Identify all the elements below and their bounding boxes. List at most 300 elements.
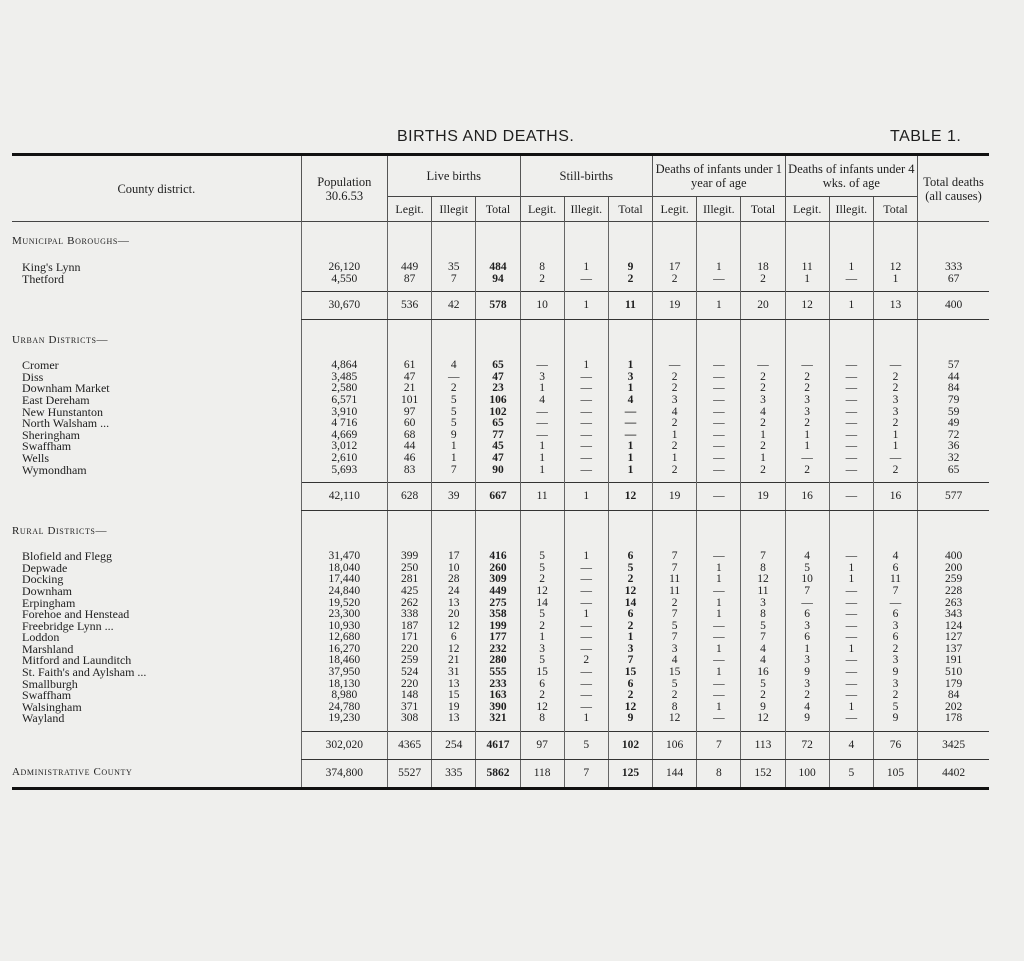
cell-value: — [829, 586, 873, 598]
cell-value: 1 [564, 292, 608, 320]
cell-value: 102 [608, 732, 652, 760]
cell-value: 524 [388, 667, 432, 679]
cell-value: — [697, 679, 741, 691]
table-row [12, 262, 989, 274]
cell-value: 15 [520, 667, 564, 679]
cell-value: 144 [653, 760, 697, 789]
still-legit-header: Legit. [520, 197, 564, 222]
cell-value: 163 [476, 690, 520, 702]
cell-value: 1 [829, 644, 873, 656]
cell-value: — [564, 407, 608, 419]
cell-value: 10 [785, 574, 829, 586]
cell-value: 260 [476, 563, 520, 575]
cell-value: 3 [785, 655, 829, 667]
cell-value: 536 [388, 292, 432, 320]
cell-value: 1 [697, 563, 741, 575]
cell-value: — [697, 621, 741, 633]
cell-value: — [564, 395, 608, 407]
cell-value: — [564, 465, 608, 477]
cell-value: — [697, 441, 741, 453]
cell-value: 1 [653, 430, 697, 442]
cell-value: 11 [653, 574, 697, 586]
cell-value: 59 [918, 407, 989, 419]
cell-value: 2 [608, 690, 652, 702]
live-illegit-header: Illegit [432, 197, 476, 222]
cell-value: 3 [741, 598, 785, 610]
cell-value: 11 [873, 574, 917, 586]
cell-value: — [829, 632, 873, 644]
cell-value: 3 [653, 395, 697, 407]
live-legit-header: Legit. [388, 197, 432, 222]
cell-value: 16 [785, 483, 829, 511]
cell-value: 4 [873, 551, 917, 563]
cell-value: 21 [388, 383, 432, 395]
cell-value: 11 [741, 586, 785, 598]
cell-value: — [564, 563, 608, 575]
cell-value: — [697, 430, 741, 442]
cell-value: — [432, 372, 476, 384]
cell-value: — [873, 360, 917, 372]
cell-value: 12 [608, 702, 652, 714]
cell-value: 118 [520, 760, 564, 789]
cell-value: 1 [785, 430, 829, 442]
district-name: Smallburgh [22, 676, 78, 691]
district-name [12, 732, 301, 760]
cell-value: — [564, 690, 608, 702]
cell-value: 113 [741, 732, 785, 760]
district-name: Downham [22, 583, 72, 598]
cell-value: 262 [388, 598, 432, 610]
cell-value: 12 [432, 644, 476, 656]
cell-value: 220 [388, 644, 432, 656]
cell-value: 5862 [476, 760, 520, 789]
table-row [12, 274, 989, 286]
cell-value: 11 [785, 262, 829, 274]
section-heading-row [12, 511, 989, 538]
cell-value: — [697, 372, 741, 384]
cell-value: 97 [388, 407, 432, 419]
cell-value: 9 [785, 713, 829, 725]
district-name: Erpingham [22, 595, 76, 610]
cell-value: 14 [608, 598, 652, 610]
cell-value: 17,440 [301, 574, 387, 586]
cell-value: 4 [653, 655, 697, 667]
cell-value: — [829, 713, 873, 725]
cell-value: 2 [741, 274, 785, 286]
cell-value: — [564, 632, 608, 644]
cell-value: 3 [520, 644, 564, 656]
cell-value: 21 [432, 655, 476, 667]
cell-value: 2 [653, 274, 697, 286]
cell-value: 4402 [918, 760, 989, 789]
cell-value: 102 [476, 407, 520, 419]
cell-value: 7 [653, 609, 697, 621]
cell-value: 3 [608, 372, 652, 384]
cell-value: 7 [564, 760, 608, 789]
table-row [12, 713, 989, 725]
cell-value: 2 [873, 465, 917, 477]
infant-deaths-1yr-header: Deaths of infants under 1 year of age [653, 155, 786, 197]
cell-value: 358 [476, 609, 520, 621]
cell-value: 1 [697, 609, 741, 621]
cell-value: 2 [785, 372, 829, 384]
cell-value: — [564, 441, 608, 453]
cell-value: 23,300 [301, 609, 387, 621]
cell-value: 6 [520, 679, 564, 691]
cell-value: — [564, 372, 608, 384]
cell-value: 79 [918, 395, 989, 407]
cell-value: 3 [741, 395, 785, 407]
cell-value: 5 [520, 609, 564, 621]
cell-value: 15 [432, 690, 476, 702]
cell-value: 3,910 [301, 407, 387, 419]
cell-value: 1 [608, 360, 652, 372]
cell-value: — [785, 360, 829, 372]
table-row [12, 551, 989, 563]
cell-value: 90 [476, 465, 520, 477]
cell-value: 7 [653, 563, 697, 575]
cell-value: 7 [608, 655, 652, 667]
cell-value: 19,230 [301, 713, 387, 725]
cell-value: 45 [476, 441, 520, 453]
cell-value: 374,800 [301, 760, 387, 789]
cell-value: 1 [873, 441, 917, 453]
cell-value: 8 [741, 563, 785, 575]
cell-value: — [697, 655, 741, 667]
cell-value: 2 [653, 441, 697, 453]
cell-value: 2 [608, 621, 652, 633]
cell-value: 39 [432, 483, 476, 511]
page-title: BIRTHS AND DEATHS. [397, 128, 575, 145]
cell-value: 1 [608, 632, 652, 644]
cell-value: — [697, 418, 741, 430]
still-total-header: Total [608, 197, 652, 222]
cell-value: 2 [608, 274, 652, 286]
total-deaths-header: Total deaths (all causes) [918, 155, 989, 222]
cell-value: — [564, 453, 608, 465]
cell-value: 12 [520, 586, 564, 598]
cell-value: 36 [918, 441, 989, 453]
cell-value: 65 [476, 418, 520, 430]
cell-value: 37,950 [301, 667, 387, 679]
cell-value: 28 [432, 574, 476, 586]
cell-value: 19 [741, 483, 785, 511]
cell-value: 11 [520, 483, 564, 511]
cell-value: 1 [697, 598, 741, 610]
cell-value: 667 [476, 483, 520, 511]
cell-value: 2 [741, 372, 785, 384]
table-row [12, 586, 989, 598]
table-body [12, 222, 989, 789]
cell-value: 97 [520, 732, 564, 760]
district-name: Swaffham [22, 688, 72, 703]
cell-value: 199 [476, 621, 520, 633]
cell-value: 18,040 [301, 563, 387, 575]
cell-value: 5 [829, 760, 873, 789]
district-name: East Dereham [22, 392, 90, 407]
cell-value: 3 [873, 407, 917, 419]
cell-value: — [520, 418, 564, 430]
cell-value: 83 [388, 465, 432, 477]
cell-value: 8 [520, 713, 564, 725]
cell-value: 61 [388, 360, 432, 372]
cell-value: — [873, 453, 917, 465]
subtotal-row [12, 732, 989, 760]
cell-value: 4 [829, 732, 873, 760]
cell-value: 57 [918, 360, 989, 372]
cell-value: 76 [873, 732, 917, 760]
cell-value: 3 [785, 679, 829, 691]
cell-value: — [697, 465, 741, 477]
cell-value: — [697, 383, 741, 395]
infant4-total-header: Total [873, 197, 917, 222]
cell-value: 1 [873, 274, 917, 286]
cell-value: — [608, 430, 652, 442]
cell-value: 202 [918, 702, 989, 714]
section-heading: Municipal Boroughs— [12, 235, 130, 248]
cell-value: — [697, 395, 741, 407]
district-name: Walsingham [22, 699, 82, 714]
cell-value: 5 [653, 621, 697, 633]
cell-value: 1 [520, 453, 564, 465]
cell-value: 4365 [388, 732, 432, 760]
cell-value: — [520, 407, 564, 419]
infant4-illegit-header: Illegit. [829, 197, 873, 222]
cell-value: 577 [918, 483, 989, 511]
cell-value: 31 [432, 667, 476, 679]
cell-value: 6 [785, 632, 829, 644]
cell-value: 68 [388, 430, 432, 442]
cell-value: 338 [388, 609, 432, 621]
cell-value: — [829, 372, 873, 384]
cell-value: 2 [653, 372, 697, 384]
cell-value: 5 [564, 732, 608, 760]
cell-value: 1 [432, 453, 476, 465]
cell-value: 32 [918, 453, 989, 465]
cell-value: 371 [388, 702, 432, 714]
cell-value: 449 [388, 262, 432, 274]
cell-value: 5 [608, 563, 652, 575]
district-name: Mitford and Launditch [22, 653, 132, 668]
cell-value: 2 [741, 465, 785, 477]
cell-value: 47 [388, 372, 432, 384]
cell-value: 2 [873, 690, 917, 702]
cell-value: — [564, 667, 608, 679]
cell-value: 30,670 [301, 292, 387, 320]
cell-value: 4 [741, 655, 785, 667]
district-name: Downham Market [22, 381, 110, 396]
cell-value: 2 [520, 574, 564, 586]
cell-value: 449 [476, 586, 520, 598]
cell-value: 12,680 [301, 632, 387, 644]
cell-value: 9 [741, 702, 785, 714]
cell-value: 14 [520, 598, 564, 610]
cell-value: 1 [697, 262, 741, 274]
cell-value: 12 [741, 713, 785, 725]
cell-value: 19 [653, 483, 697, 511]
cell-value: 47 [476, 372, 520, 384]
cell-value: 65 [476, 360, 520, 372]
cell-value: 6 [608, 679, 652, 691]
table-number: TABLE 1. [890, 128, 962, 145]
cell-value: 13 [432, 598, 476, 610]
district-name: Wymondham [22, 462, 87, 477]
cell-value: 228 [918, 586, 989, 598]
cell-value: 101 [388, 395, 432, 407]
cell-value: 9 [608, 262, 652, 274]
cell-value: 9 [432, 430, 476, 442]
cell-value: 9 [873, 667, 917, 679]
cell-value: 220 [388, 679, 432, 691]
cell-value: — [697, 690, 741, 702]
cell-value: 4 716 [301, 418, 387, 430]
cell-value: — [697, 551, 741, 563]
cell-value: 23 [476, 383, 520, 395]
cell-value: 3 [520, 372, 564, 384]
section-heading: Rural Districts— [12, 524, 108, 537]
cell-value: 1 [564, 360, 608, 372]
cell-value: 3 [873, 395, 917, 407]
cell-value: 259 [918, 574, 989, 586]
cell-value: 3 [873, 679, 917, 691]
subtotal-row [12, 483, 989, 511]
cell-value: — [564, 644, 608, 656]
cell-value: 1 [741, 430, 785, 442]
cell-value: 4,864 [301, 360, 387, 372]
cell-value: — [829, 655, 873, 667]
cell-value: — [697, 407, 741, 419]
infant1-legit-header: Legit. [653, 197, 697, 222]
district-name: North Walsham ... [22, 416, 110, 431]
cell-value: — [829, 430, 873, 442]
cell-value: 191 [918, 655, 989, 667]
cell-value: 8 [653, 702, 697, 714]
cell-value: 3 [785, 407, 829, 419]
cell-value: 2 [873, 383, 917, 395]
cell-value: 6 [432, 632, 476, 644]
cell-value: 1 [829, 702, 873, 714]
cell-value: 6 [873, 563, 917, 575]
cell-value: 9 [785, 667, 829, 679]
cell-value: 6 [608, 609, 652, 621]
cell-value: 1 [608, 453, 652, 465]
cell-value: 12 [653, 713, 697, 725]
cell-value: 400 [918, 292, 989, 320]
cell-value: 46 [388, 453, 432, 465]
cell-value: 11 [608, 292, 652, 320]
cell-value: 16 [873, 483, 917, 511]
cell-value: 12 [608, 483, 652, 511]
cell-value: 15 [653, 667, 697, 679]
district-name: Blofield and Flegg [22, 549, 112, 564]
cell-value: 60 [388, 418, 432, 430]
cell-value: 5 [432, 418, 476, 430]
cell-value: 275 [476, 598, 520, 610]
cell-value: 2 [653, 465, 697, 477]
table-row [12, 667, 989, 679]
live-total-header: Total [476, 197, 520, 222]
cell-value: 187 [388, 621, 432, 633]
cell-value: 4 [608, 395, 652, 407]
cell-value: 2 [520, 621, 564, 633]
table-row [12, 453, 989, 465]
cell-value: 390 [476, 702, 520, 714]
cell-value: 2 [520, 274, 564, 286]
cell-value: 127 [918, 632, 989, 644]
cell-value: 1 [564, 609, 608, 621]
cell-value: 2 [564, 655, 608, 667]
cell-value: 484 [476, 262, 520, 274]
cell-value: — [697, 453, 741, 465]
cell-value: 400 [918, 551, 989, 563]
cell-value: 18 [741, 262, 785, 274]
cell-value: 2 [741, 441, 785, 453]
cell-value: — [829, 395, 873, 407]
cell-value: 2 [785, 383, 829, 395]
cell-value: 1 [829, 262, 873, 274]
cell-value: 42,110 [301, 483, 387, 511]
cell-value: 1 [785, 441, 829, 453]
cell-value: — [829, 690, 873, 702]
cell-value: — [564, 383, 608, 395]
cell-value: 5,693 [301, 465, 387, 477]
cell-value: 177 [476, 632, 520, 644]
cell-value: 26,120 [301, 262, 387, 274]
cell-value: 124 [918, 621, 989, 633]
cell-value: 200 [918, 563, 989, 575]
spacer-row [12, 248, 989, 262]
cell-value: 179 [918, 679, 989, 691]
cell-value: 2 [873, 372, 917, 384]
cell-value: 7 [697, 732, 741, 760]
cell-value: 399 [388, 551, 432, 563]
district-name: Depwade [22, 560, 68, 575]
cell-value: 3,012 [301, 441, 387, 453]
cell-value: 137 [918, 644, 989, 656]
cell-value: 302,020 [301, 732, 387, 760]
cell-value: 4,669 [301, 430, 387, 442]
cell-value: 44 [918, 372, 989, 384]
district-name: Loddon [22, 630, 60, 645]
cell-value: 416 [476, 551, 520, 563]
cell-value: — [653, 360, 697, 372]
section-heading-row [12, 320, 989, 347]
cell-value: 3 [873, 655, 917, 667]
cell-value: 4 [741, 407, 785, 419]
cell-value: 12 [608, 586, 652, 598]
cell-value: 3,485 [301, 372, 387, 384]
infant-deaths-4wk-header: Deaths of infants under 4 wks. of age [785, 155, 918, 197]
cell-value: — [829, 551, 873, 563]
cell-value: 67 [918, 274, 989, 286]
cell-value: 7 [432, 465, 476, 477]
cell-value: 10 [432, 563, 476, 575]
district-header: County district. [117, 181, 196, 196]
cell-value: 2 [653, 418, 697, 430]
cell-value: 65 [918, 465, 989, 477]
cell-value: 1 [608, 441, 652, 453]
cell-value: 4617 [476, 732, 520, 760]
cell-value: 2,610 [301, 453, 387, 465]
cell-value: 1 [564, 551, 608, 563]
cell-value: 2 [873, 644, 917, 656]
spacer-row [12, 346, 989, 360]
cell-value: 280 [476, 655, 520, 667]
district-name [12, 483, 301, 511]
cell-value: — [829, 441, 873, 453]
cell-value: 7 [653, 551, 697, 563]
cell-value: 1 [520, 441, 564, 453]
